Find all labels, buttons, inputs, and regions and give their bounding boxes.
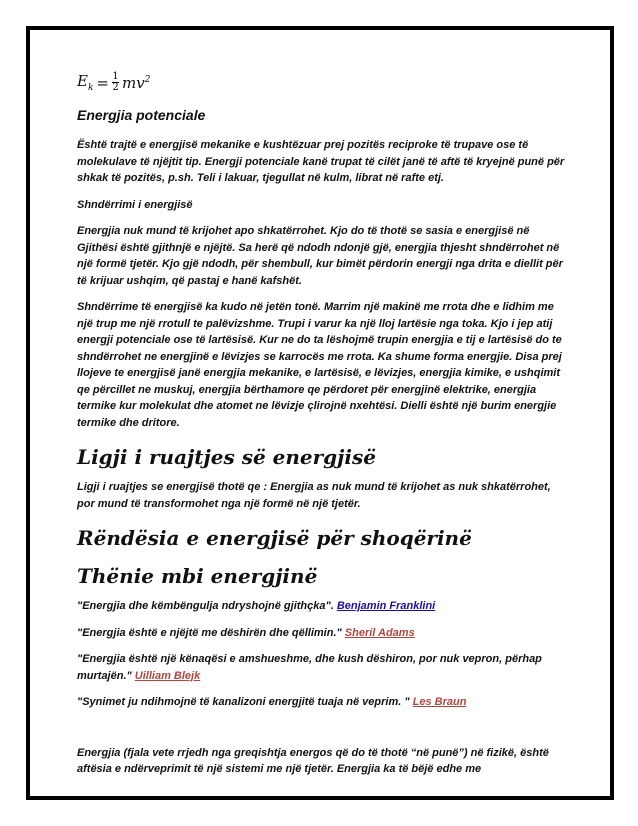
formula-fraction: $\frac{1}{2}$ — [112, 71, 119, 93]
quote-item: "Energjia dhe këmbëngulja ndryshojnë gjithçka". Benjamin Franklini — [77, 600, 436, 612]
quote-item: "Synimet ju ndihmojnë të kanalizoni energjitë tuaja në veprim. " Les Braun — [77, 696, 467, 708]
paragraph-transformation-2: Shndërrime të energjisë ka kudo në jetën tonë. Marrim një makinë me rrota dhe e lidhim me një trup me një rrotull te palëvizshme. Trupi i varur ka një lloj lartësie nga toka. Kjo i jep atij energji potenciale ose të lartësisë. Kur ne do ta lëshojmë trupin energjia e tij e lartësisë do te shndërrohet ne energjinë e lëvizjes se karrocës me rrota. Ka shume forma energjie. Disa prej llojeve te energjisë janë energjia mekanike, e lartësisë, e lëvizjes, energjia kimike, e ushqimit qe përcillet ne muskuj, energjia bërthamore qe përdoret për energjinë elektrike, energjia termike kur molekulat dhe atomet ne lëvizje çlirojnë nxehtësi. Dielli është një burim energjie termike dhe dritore. — [77, 301, 562, 429]
heading-energy-quotes: Thënie mbi energjinë — [77, 564, 318, 588]
formula-lhs: $E_k$ — [77, 72, 94, 93]
quote-item: "Energjia është një kënaqësi e amshueshme, dhe kush dëshiron, por nuk vepron, përhap murtajën." Uilliam Blejk — [77, 653, 542, 682]
kinetic-energy-formula — [77, 72, 571, 93]
formula-rhs: $mv^2$ — [122, 73, 151, 92]
quote-author-link[interactable]: Benjamin Franklini — [336, 600, 436, 612]
heading-potential-energy: Energjia potenciale — [77, 107, 206, 123]
quote-item: "Energjia është e njëjtë me dëshirën dhe qëllimin." Sheril Adams — [77, 626, 415, 639]
paragraph-transformation-1: Energjia nuk mund të krijohet apo shkatërrohet. Kjo do të thotë se sasia e energjisë në Gjithësi është gjithnjë e njëjtë. Sa herë që ndodh ndonjë gjë, energjia thjesht shndërrohet në një formë tjetër. Kjo gjë ndodh, për shembull, kur bimët përdorin energji nga drita e diellit për të krijuar ushqim, që pastaj e hanë kafshët. — [77, 225, 563, 287]
paragraph-conservation-law: Ligji i ruajtjes se energjisë thotë qe : Energjia as nuk mund të krijohet as nuk shkatërrohet, por mund të transformohet nga një formë në një tjetër. — [77, 481, 551, 510]
quote-author-link[interactable]: Sheril Adams — [344, 626, 415, 639]
heading-energy-importance: Rëndësia e energjisë për shoqërinë — [77, 526, 472, 550]
quote-author-link[interactable]: Les Braun — [412, 696, 467, 708]
paragraph-potential-energy: Është trajtë e energjisë mekanike e kushtëzuar prej pozitës reciproke të trupave ose të molekulave të njëjtit tip. Energji potenciale kanë trupat të cilët janë të aftë të kryejnë punë për shkak të pozitës, p.sh. Teli i lakuar, tjegullat në kulm, librat në rafte etj. — [77, 139, 565, 184]
document-body — [51, 48, 571, 778]
quote-author-link[interactable]: Uilliam Blejk — [134, 669, 201, 682]
heading-energy-transformation: Shndërrimi i energjisë — [77, 198, 193, 211]
paragraph-energy-definition: Energjia (fjala vete rrjedh nga greqishtja energos që do të thotë “në punë”) në fizikë, është aftësia e ndërveprimit të një sistemi me një tjetër. Energjia ka të bëjë edhe me — [77, 746, 549, 775]
heading-conservation-law: Ligji i ruajtjes së energjisë — [77, 445, 376, 469]
formula-equals: = — [96, 73, 109, 92]
